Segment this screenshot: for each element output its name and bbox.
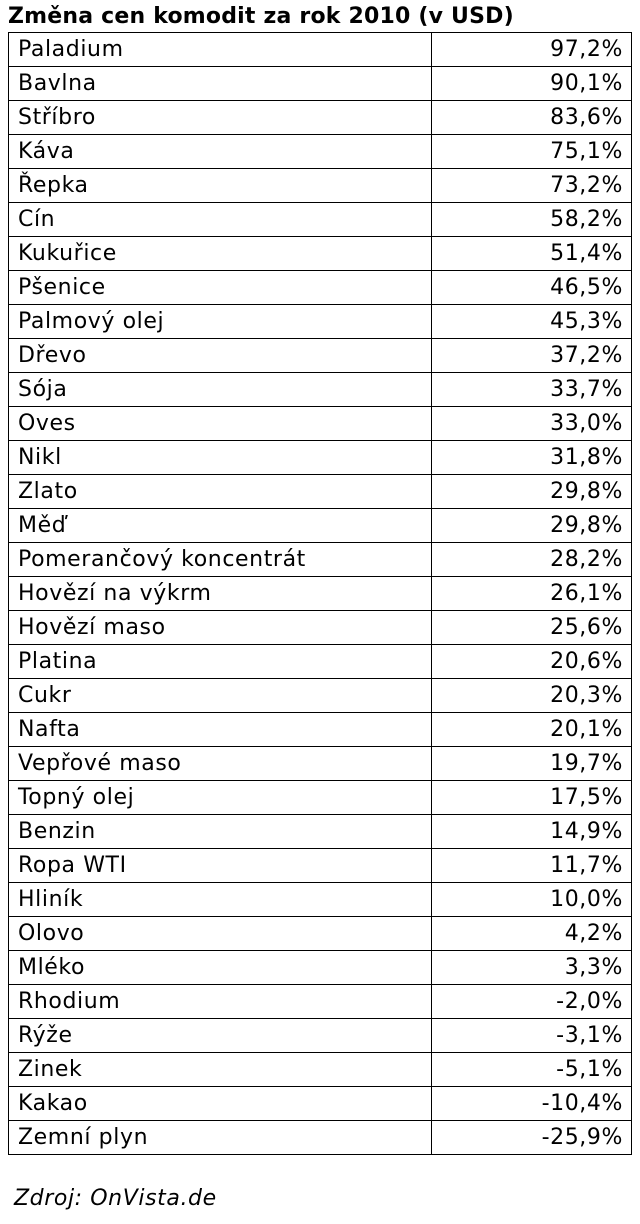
table-row: [9, 169, 632, 203]
table-row: [9, 305, 632, 339]
commodity-name: Hovězí na výkrm: [9, 577, 432, 611]
commodity-name: Zinek: [9, 1053, 432, 1087]
commodity-name: Zemní plyn: [9, 1121, 432, 1155]
price-change-value: 29,8%: [432, 509, 632, 543]
price-change-value: 33,7%: [432, 373, 632, 407]
price-change-value: -3,1%: [432, 1019, 632, 1053]
commodity-name: Pšenice: [9, 271, 432, 305]
table-title: Změna cen komodit za rok 2010 (v USD): [8, 4, 514, 29]
table-row: [9, 339, 632, 373]
commodity-name: Oves: [9, 407, 432, 441]
table-row: [9, 781, 632, 815]
table-row: [9, 985, 632, 1019]
table-row: [9, 611, 632, 645]
commodity-name: Mléko: [9, 951, 432, 985]
price-change-value: 20,3%: [432, 679, 632, 713]
table-row: [9, 67, 632, 101]
price-change-value: 3,3%: [432, 951, 632, 985]
table-body: [9, 33, 632, 1155]
price-change-value: -2,0%: [432, 985, 632, 1019]
commodity-name: Nikl: [9, 441, 432, 475]
commodity-name: Kukuřice: [9, 237, 432, 271]
table-row: [9, 441, 632, 475]
price-change-value: 20,1%: [432, 713, 632, 747]
commodity-name: Olovo: [9, 917, 432, 951]
commodity-name: Topný olej: [9, 781, 432, 815]
price-change-value: 73,2%: [432, 169, 632, 203]
price-change-value: 31,8%: [432, 441, 632, 475]
table-row: [9, 815, 632, 849]
price-change-value: 45,3%: [432, 305, 632, 339]
commodity-name: Měď: [9, 509, 432, 543]
price-change-value: 97,2%: [432, 33, 632, 67]
commodity-name: Vepřové maso: [9, 747, 432, 781]
table-row: [9, 543, 632, 577]
price-change-value: 26,1%: [432, 577, 632, 611]
table-row: [9, 203, 632, 237]
price-change-value: 75,1%: [432, 135, 632, 169]
table-row: [9, 135, 632, 169]
table-row: [9, 475, 632, 509]
price-change-value: 4,2%: [432, 917, 632, 951]
commodity-name: Rhodium: [9, 985, 432, 1019]
price-change-value: 10,0%: [432, 883, 632, 917]
source-note: Zdroj: OnVista.de: [14, 1186, 217, 1211]
price-change-value: 11,7%: [432, 849, 632, 883]
table-row: [9, 509, 632, 543]
price-change-value: 14,9%: [432, 815, 632, 849]
table-row: [9, 679, 632, 713]
commodity-name: Káva: [9, 135, 432, 169]
price-change-value: 33,0%: [432, 407, 632, 441]
price-change-value: 37,2%: [432, 339, 632, 373]
price-change-value: -10,4%: [432, 1087, 632, 1121]
commodity-name: Rýže: [9, 1019, 432, 1053]
table-row: [9, 101, 632, 135]
table-row: [9, 271, 632, 305]
table-row: [9, 917, 632, 951]
commodity-name: Pomerančový koncentrát: [9, 543, 432, 577]
price-change-value: -25,9%: [432, 1121, 632, 1155]
table-row: [9, 645, 632, 679]
table-row: [9, 33, 632, 67]
table-row: [9, 951, 632, 985]
price-change-value: 46,5%: [432, 271, 632, 305]
table-row: [9, 1087, 632, 1121]
commodity-name: Dřevo: [9, 339, 432, 373]
price-change-value: 17,5%: [432, 781, 632, 815]
table-row: [9, 883, 632, 917]
table-row: [9, 407, 632, 441]
commodity-name: Hliník: [9, 883, 432, 917]
commodity-name: Kakao: [9, 1087, 432, 1121]
commodity-name: Cukr: [9, 679, 432, 713]
price-change-value: -5,1%: [432, 1053, 632, 1087]
commodity-name: Řepka: [9, 169, 432, 203]
commodity-table: [8, 32, 632, 1155]
table-row: [9, 373, 632, 407]
price-change-value: 58,2%: [432, 203, 632, 237]
commodity-name: Paladium: [9, 33, 432, 67]
price-change-value: 28,2%: [432, 543, 632, 577]
commodity-name: Sója: [9, 373, 432, 407]
commodity-name: Palmový olej: [9, 305, 432, 339]
commodity-name: Platina: [9, 645, 432, 679]
price-change-value: 29,8%: [432, 475, 632, 509]
price-change-value: 51,4%: [432, 237, 632, 271]
price-change-value: 90,1%: [432, 67, 632, 101]
price-change-value: 20,6%: [432, 645, 632, 679]
table-row: [9, 713, 632, 747]
table-row: [9, 1019, 632, 1053]
commodity-name: Ropa WTI: [9, 849, 432, 883]
commodity-name: Benzin: [9, 815, 432, 849]
commodity-name: Hovězí maso: [9, 611, 432, 645]
table-row: [9, 1053, 632, 1087]
commodity-name: Stříbro: [9, 101, 432, 135]
table-row: [9, 849, 632, 883]
commodity-name: Nafta: [9, 713, 432, 747]
commodity-name: Bavlna: [9, 67, 432, 101]
table-row: [9, 577, 632, 611]
commodity-name: Zlato: [9, 475, 432, 509]
price-change-value: 25,6%: [432, 611, 632, 645]
price-change-value: 83,6%: [432, 101, 632, 135]
price-change-value: 19,7%: [432, 747, 632, 781]
commodity-name: Cín: [9, 203, 432, 237]
table-row: [9, 747, 632, 781]
table-row: [9, 237, 632, 271]
table-row: [9, 1121, 632, 1155]
